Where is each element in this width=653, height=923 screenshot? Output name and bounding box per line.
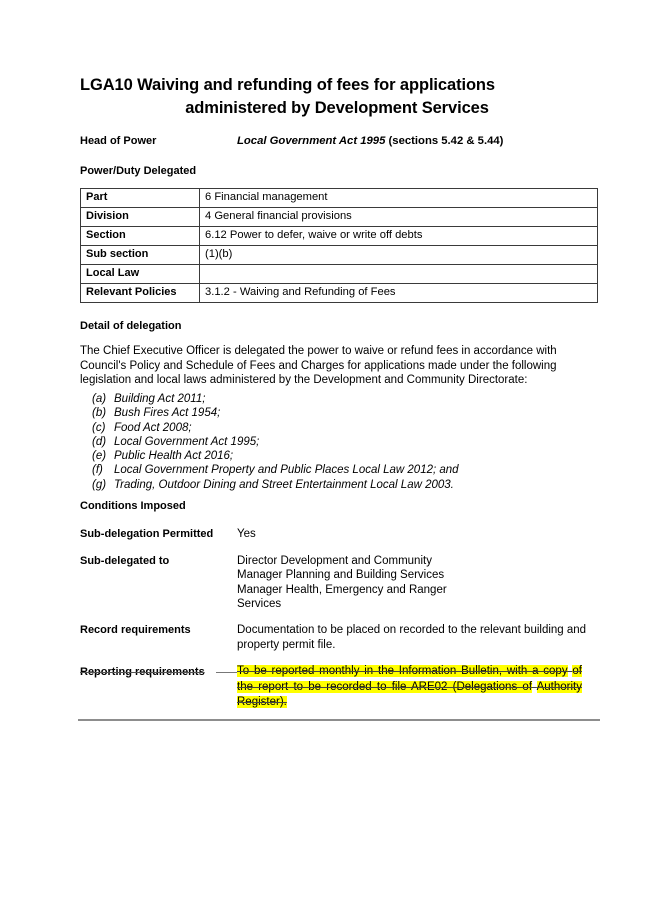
table-row xyxy=(81,284,598,303)
list-item-marker: (a) xyxy=(92,393,107,405)
page-title-line-2: administered by Development Services xyxy=(185,99,489,117)
power-duty-delegated-heading: Power/Duty Delegated xyxy=(80,165,197,177)
list-item-marker: (c) xyxy=(92,421,106,434)
page-title xyxy=(80,74,580,120)
sub-delegation-permitted-value: Yes xyxy=(237,528,256,540)
list-item-marker: (d) xyxy=(92,435,107,448)
list-item xyxy=(92,421,572,435)
table-cell-key: Relevant Policies xyxy=(81,284,200,303)
highlighted-text-line: To be reported monthly in the Information Bulletin, with a copy xyxy=(237,665,568,677)
sub-delegated-to-line: Manager Health, Emergency and Ranger xyxy=(237,583,447,596)
list-item-marker: (f) xyxy=(92,464,103,477)
record-requirements-value: Documentation to be placed on recorded to the relevant building and property permit file. xyxy=(237,624,587,651)
table-row xyxy=(81,246,598,265)
list-item-marker: (e) xyxy=(92,450,107,463)
list-item xyxy=(92,435,572,449)
table-row xyxy=(81,265,598,284)
table-cell-key: Sub section xyxy=(81,246,200,265)
list-item-label: Public Health Act 2016; xyxy=(114,450,234,463)
page-title-line-1: LGA10 Waiving and refunding of fees for applications xyxy=(80,76,495,94)
list-item xyxy=(92,392,572,406)
head-of-power-label: Head of Power xyxy=(80,135,157,147)
list-item-label: Local Government Property and Public Places Local Law 2012; and xyxy=(114,464,459,477)
detail-of-delegation-paragraph: The Chief Executive Officer is delegated the power to waive or refund fees in accordance with Council's Policy and Schedule of Fees and Charges for applications made under the following legislation and local laws administered by the Development and Community Directorate: xyxy=(80,345,557,387)
list-item-label: Trading, Outdoor Dining and Street Entertainment Local Law 2003. xyxy=(114,478,454,491)
table-cell-value: (1)(b) xyxy=(200,246,598,265)
table-cell-value: 3.1.2 - Waiving and Refunding of Fees xyxy=(200,284,598,303)
table-cell-value: 6.12 Power to defer, waive or write off debts xyxy=(200,227,598,246)
list-item-label: Bush Fires Act 1954; xyxy=(114,407,221,420)
highlighted-text-line: of the report to be recorded to file ARE02 (Delegations of xyxy=(237,665,582,693)
list-item-marker: (g) xyxy=(92,478,107,491)
sub-delegation-permitted-label: Sub-delegation Permitted xyxy=(80,528,214,540)
table-cell-key: Division xyxy=(81,208,200,227)
list-item xyxy=(92,406,572,420)
list-item xyxy=(92,449,572,463)
sub-delegated-to-label: Sub-delegated to xyxy=(80,555,170,567)
table-row xyxy=(81,189,598,208)
list-item-label: Building Act 2011; xyxy=(114,393,206,405)
head-of-power-value xyxy=(237,134,503,148)
sub-delegated-to-line: Director Development and Community xyxy=(237,555,432,567)
sub-delegated-to-line: Manager Planning and Building Services xyxy=(237,569,445,582)
table-cell-key: Part xyxy=(81,189,200,208)
power-duty-table xyxy=(80,188,598,303)
list-item xyxy=(92,478,572,492)
sub-delegated-to-value xyxy=(237,554,597,611)
table-cell-value: 4 General financial provisions xyxy=(200,208,598,227)
delegated-legislation-list xyxy=(92,392,572,492)
table-cell-key: Local Law xyxy=(81,265,200,284)
strikethrough-connector xyxy=(216,672,237,673)
head-of-power-act: Local Government Act 1995 xyxy=(237,135,386,147)
sub-delegated-to-line: Services xyxy=(237,597,282,610)
highlighted-text-line: Authority Register). xyxy=(237,680,582,709)
table-cell-value xyxy=(200,265,598,284)
record-requirements-label: Record requirements xyxy=(80,624,191,636)
table-cell-value: 6 Financial management xyxy=(200,189,598,208)
reporting-requirements-value xyxy=(237,664,582,711)
list-item-marker: (b) xyxy=(92,407,107,420)
list-item-label: Food Act 2008; xyxy=(114,421,192,434)
conditions-imposed-heading: Conditions Imposed xyxy=(80,500,186,512)
reporting-requirements-label: Reporting requirements xyxy=(80,666,205,678)
detail-of-delegation-heading: Detail of delegation xyxy=(80,320,182,332)
table-cell-key: Section xyxy=(81,227,200,246)
footer-divider xyxy=(78,719,600,721)
list-item-label: Local Government Act 1995; xyxy=(114,435,260,448)
list-item xyxy=(92,463,572,477)
table-row xyxy=(81,227,598,246)
head-of-power-sections: (sections 5.42 & 5.44) xyxy=(385,135,504,147)
table-row xyxy=(81,208,598,227)
